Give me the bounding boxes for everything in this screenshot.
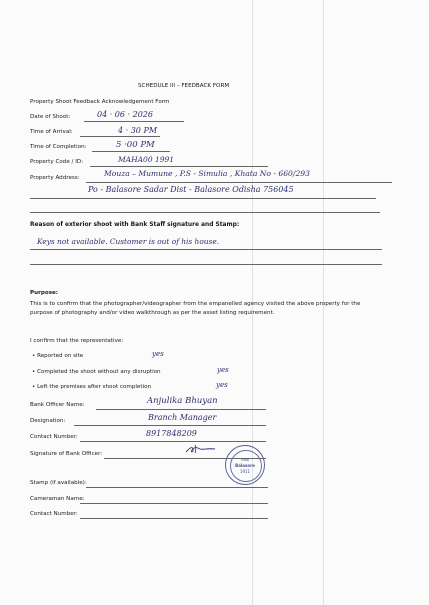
cameraman-name-line	[80, 503, 268, 504]
stamp-line-3: 1911	[239, 469, 251, 474]
reason-heading: Reason of exterior shoot with Bank Staff signature and Stamp:	[30, 222, 240, 228]
address-line-1	[86, 182, 392, 183]
cameraman-contact-line	[80, 518, 268, 519]
address-line-2	[30, 198, 376, 199]
confirm-item-1: • Reported on site	[32, 353, 84, 359]
cameraman-contact-label: Contact Number:	[30, 511, 78, 517]
purpose-heading: Purpose:	[30, 290, 59, 296]
officer-name-label: Bank Officer Name:	[30, 402, 85, 408]
signature-label: Signature of Bank Officer:	[30, 451, 103, 457]
bank-stamp-image	[225, 445, 265, 485]
date-label: Date of Shoot:	[30, 114, 71, 120]
cameraman-name-label: Cameraman Name:	[30, 496, 85, 502]
officer-contact-line	[80, 441, 266, 442]
confirm-answer-3: yes	[216, 381, 228, 389]
confirm-item-2: • Completed the shoot without any disruption	[32, 369, 161, 375]
reason-line-1	[30, 249, 382, 250]
stamp-line-2: Balasore	[235, 463, 255, 468]
confirm-answer-2: yes	[217, 366, 229, 374]
completion-value: 5 ·00 PM	[116, 140, 155, 150]
officer-signature-image	[184, 442, 218, 456]
schedule-title: SCHEDULE III – FEEDBACK FORM	[138, 83, 230, 89]
arrival-value: 4 · 30 PM	[118, 126, 158, 135]
stamp-line	[86, 487, 268, 488]
officer-name-line	[96, 409, 266, 410]
address-label: Property Address:	[30, 175, 80, 181]
reason-line-2	[30, 264, 382, 265]
confirm-item-3: • Left the premises after shoot completion	[32, 384, 152, 390]
date-line	[84, 121, 184, 122]
purpose-text: This is to confirm that the photographer/videographer from the empanelled agency visited the above property for the purpose of photography and/or video walkthrough as per the asset listing requirement.	[30, 301, 361, 316]
officer-contact-value: 8917848209	[146, 429, 197, 438]
code-label: Property Code / ID:	[30, 159, 84, 165]
code-value: MAHA00 1991	[118, 155, 175, 164]
designation-line	[74, 425, 266, 426]
reason-value: Keys not available. Customer is out of his house.	[37, 237, 220, 246]
completion-label: Time of Completion:	[30, 144, 87, 150]
arrival-line	[80, 136, 160, 137]
form-title: Property Shoot Feedback Acknowledgement Form	[30, 99, 170, 105]
stamp-line-1: शाखा	[240, 457, 250, 462]
code-line	[90, 166, 268, 167]
address-value-1: Mouza – Mumune , P.S - Simulia , Khata No - 660/293	[104, 169, 310, 178]
confirm-answer-1: yes	[152, 350, 164, 358]
completion-line	[92, 151, 170, 152]
designation-value: Branch Manager	[148, 413, 217, 422]
date-value: 04 · 06 · 2026	[97, 110, 153, 119]
arrival-label: Time of Arrival:	[30, 129, 73, 135]
officer-name-value: Anjulika Bhuyan	[147, 396, 218, 406]
stamp-label: Stamp (if available):	[30, 480, 87, 486]
designation-label: Designation:	[30, 418, 66, 424]
address-value-2: Po - Balasore Sadar Dist - Balasore Odisha 756045	[88, 185, 294, 194]
confirm-intro: I confirm that the representative:	[30, 338, 124, 344]
blank-line	[30, 212, 380, 213]
officer-contact-label: Contact Number:	[30, 434, 78, 440]
